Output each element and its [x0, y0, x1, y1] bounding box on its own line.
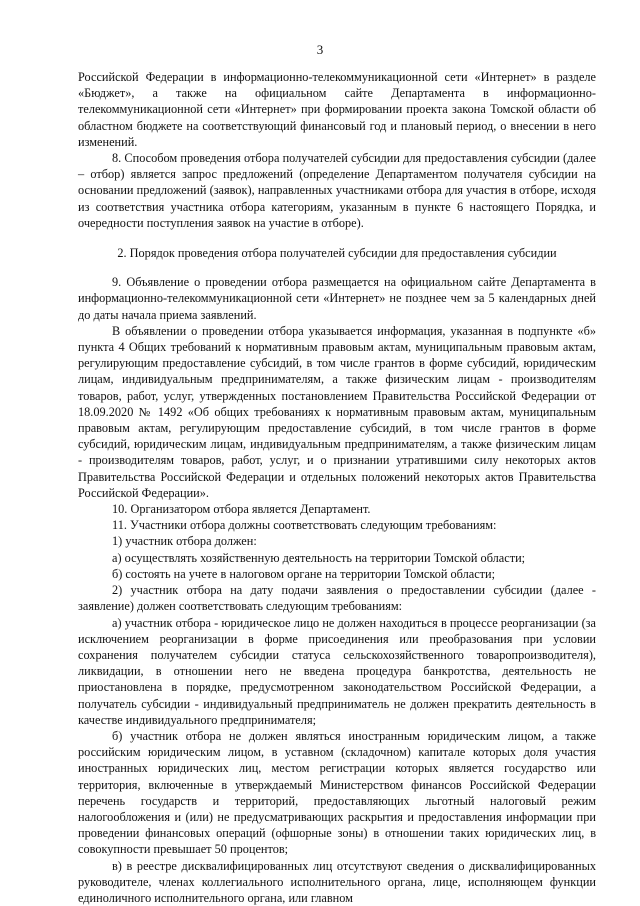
paragraph-subitem-2: 2) участник отбора на дату подачи заявления о предоставлении субсидии (далее - заявление) должен соответствовать следующим требованиям:	[78, 583, 596, 614]
page-number: 3	[316, 42, 324, 57]
paragraph-subitem-1: 1) участник отбора должен:	[112, 534, 257, 549]
paragraph-announcement-info: В объявлении о проведении отбора указывается информация, указанная в подпункте «б» пункта 4 Общих требований к нормативным правовым актам, муниципальным правовым актам, регулирующим предоставление субсидий, в том числе грантов в форме субсидий, юридическим лицам, индивидуальным предпринимателям, а также физическим лицам - производителям товаров, работ, услуг, утвержденных постановлением Правительства Российской Федерации от 18.09.2020 № 1492 «Об общих требованиях к нормативным правовым актам, муниципальным правовым актам, регулирующим предоставление субсидий, в том числе грантов в форме субсидий, юридическим лицам, индивидуальным предпринимателям, а также физическим лицам - производителям товаров, работ, услуг, и о признании утратившими силу некоторых актов Правительства Российской Федерации и отдельных положений некоторых актов Правительства Российской Федерации».	[78, 323, 596, 500]
paragraph-subitem-2b: б) участник отбора не должен являться иностранным юридическим лицом, а также российским юридическим лицом, в уставном (складочном) капитале которых доля участия иностранных юридических лиц, местом регистрации которых является государство или территория, включенные в утверждаемый Министерством финансов Российской Федерации перечень государств и территорий, предоставляющих льготный налоговый режим налогообложения и (или) не предусматривающих раскрытия и предоставления информации при проведении финансовых операций (офшорные зоны) в отношении таких юридических лиц, в совокупности превышает 50 процентов;	[78, 728, 596, 857]
paragraph-subitem-1a: а) осуществлять хозяйственную деятельность на территории Томской области;	[112, 550, 526, 565]
paragraph-continuation: Российской Федерации в информационно-телекоммуникационной сети «Интернет» в разделе «Бюджет», а также на официальном сайте Департамента в информационно-телекоммуникационной сети «Интернет» при формировании проекта закона Томской области об областном бюджете на соответствующий финансовый год и плановый период, о внесении в него изменений.	[78, 70, 596, 149]
document-body	[78, 69, 596, 906]
section-heading: 2. Порядок проведения отбора получателей субсидии для предоставления субсидии	[117, 246, 557, 261]
paragraph-item-8: 8. Способом проведения отбора получателей субсидии для предоставления субсидии (далее – отбор) является запрос предложений (определение Департаментом получателя субсидии на основании предложений (заявок), направленных участниками отбора для участия в отборе, исходя из соответствия участника отбора категориям, указанным в пункте 6 настоящего Порядка, и очередности поступления заявок на участие в отборе).	[78, 151, 596, 230]
paragraph-subitem-2v: в) в реестре дисквалифицированных лиц отсутствуют сведения о дисквалифицированных руководителе, членах коллегиального исполнительного органа, лице, исполняющем функции единоличного исполнительного органа, или главном	[78, 858, 596, 905]
paragraph-item-10: 10. Организатором отбора является Департамент.	[112, 502, 371, 517]
paragraph-item-9: 9. Объявление о проведении отбора размещается на официальном сайте Департамента в информационно-телекоммуникационной сети «Интернет» не позднее чем за 5 календарных дней до даты начала приема заявлений.	[78, 275, 596, 322]
paragraph-subitem-1b: б) состоять на учете в налоговом органе на территории Томской области;	[112, 566, 496, 581]
paragraph-item-11: 11. Участники отбора должны соответствовать следующим требованиям:	[112, 518, 497, 533]
paragraph-subitem-2a: а) участник отбора - юридическое лицо не должен находиться в процессе реорганизации (за исключением реорганизации в форме присоединения или преобразования при условии сохранения получателем субсидии статуса сельскохозяйственного товаропроизводителя), ликвидации, в отношении него не введена процедура банкротства, деятельность не приостановлена в порядке, предусмотренном законодательством Российской Федерации, а получатель субсидии - индивидуальный предприниматель не должен прекратить деятельность в качестве индивидуального предпринимателя;	[78, 615, 596, 727]
